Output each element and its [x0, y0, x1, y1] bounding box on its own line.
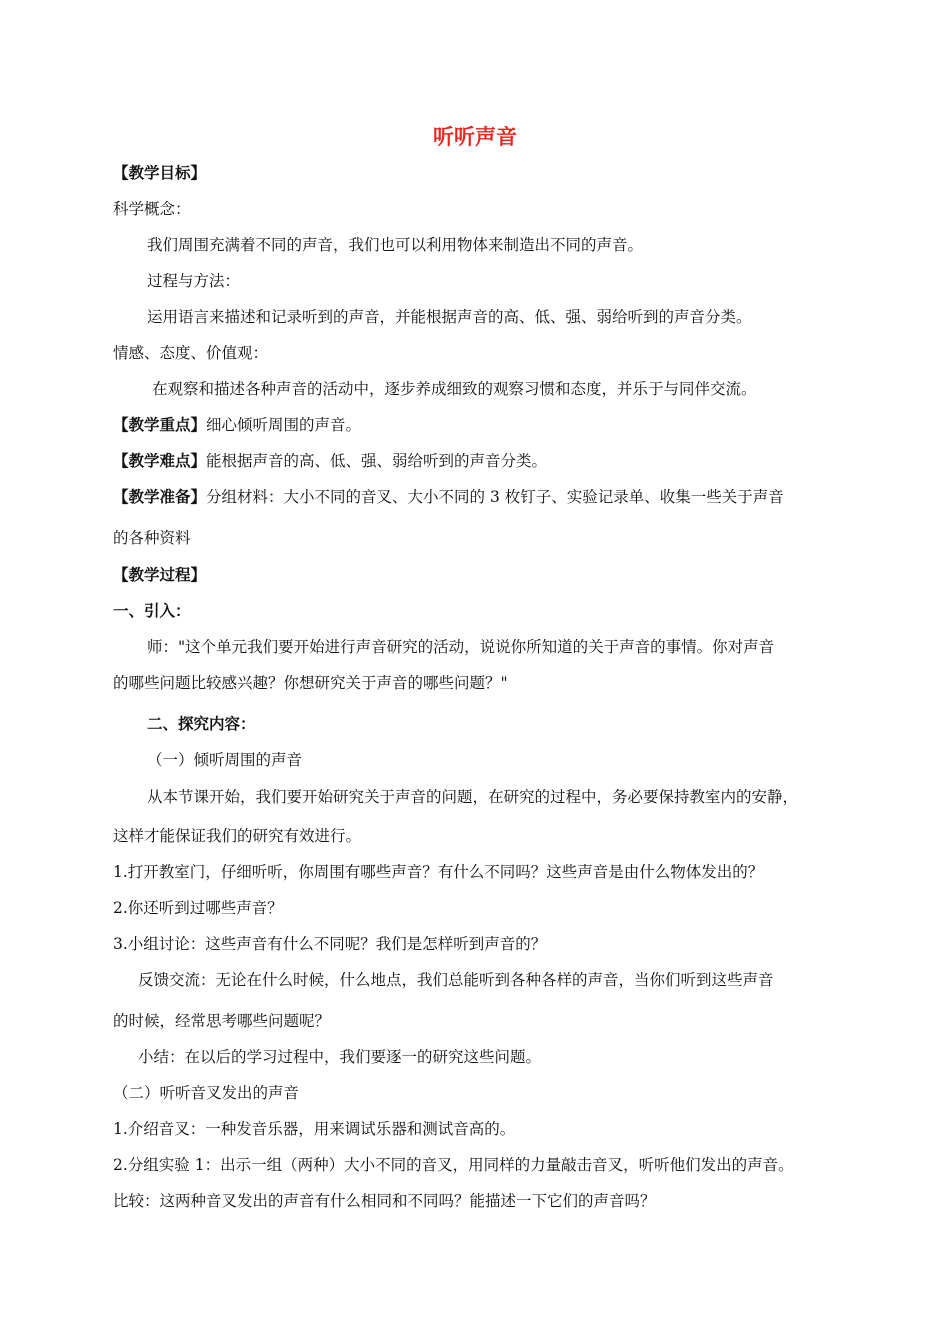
part2-compare: 比较：这两种音叉发出的声音有什么相同和不同吗？能描述一下它们的声音吗？ — [113, 1192, 656, 1210]
difficulty-label: 【教学难点】 — [113, 452, 207, 470]
concept-text: 我们周围充满着不同的声音，我们也可以利用物体来制造出不同的声音。 — [147, 236, 644, 254]
preparation-label: 【教学准备】 — [113, 488, 207, 506]
intro-heading: 一、引入： — [113, 602, 191, 620]
key-point-text: 细心倾听周围的声音。 — [206, 416, 362, 434]
attitude-text: 在观察和描述各种声音的活动中，逐步养成细致的观察习惯和态度，并乐于与同伴交流。 — [152, 380, 757, 398]
concept-label: 科学概念： — [113, 200, 191, 218]
document-title: 听听声音 — [433, 125, 517, 149]
feedback-text-continued: 的时候，经常思考哪些问题呢？ — [113, 1012, 331, 1030]
feedback-text: 反馈交流：无论在什么时候，什么地点，我们总能听到各种各样的声音，当你们听到这些声音 — [138, 971, 774, 989]
part1-intro: 从本节课开始，我们要开始研究关于声音的问题，在研究的过程中，务必要保持教室内的安静， — [147, 788, 799, 806]
objectives-heading: 【教学目标】 — [113, 164, 207, 182]
part1-intro-continued: 这样才能保证我们的研究有效进行。 — [113, 827, 362, 845]
part1-title: （一）倾听周围的声音 — [147, 751, 303, 769]
process-method-text: 运用语言来描述和记录听到的声音，并能根据声音的高、低、强、弱给听到的声音分类。 — [147, 308, 752, 326]
key-point-row — [113, 413, 361, 437]
preparation-row — [113, 485, 784, 509]
part2-item-2: 2.分组实验 1：出示一组（两种）大小不同的音叉，用同样的力量敲击音叉，听听他们发出的声音。 — [113, 1156, 794, 1174]
part2-item-1: 1.介绍音叉：一种发音乐器，用来调试乐器和测试音高的。 — [113, 1120, 516, 1138]
difficulty-text: 能根据声音的高、低、强、弱给听到的声音分类。 — [206, 452, 548, 470]
process-method-label: 过程与方法： — [147, 272, 241, 290]
preparation-text-continued: 的各种资料 — [113, 529, 191, 547]
intro-text-continued: 的哪些问题比较感兴趣？你想研究关于声音的哪些问题？" — [113, 674, 508, 692]
explore-heading: 二、探究内容： — [147, 715, 256, 733]
part1-item-2: 2.你还听到过哪些声音？ — [113, 899, 283, 917]
part1-item-1: 1.打开教室门，仔细听听，你周围有哪些声音？有什么不同吗？这些声音是由什么物体发出的？ — [113, 863, 764, 881]
intro-text: 师："这个单元我们要开始进行声音研究的活动，说说你所知道的关于声音的事情。你对声音 — [147, 638, 775, 656]
process-heading: 【教学过程】 — [113, 566, 207, 584]
preparation-text: 分组材料：大小不同的音叉、大小不同的 3 枚钉子、实验记录单、收集一些关于声音 — [206, 488, 784, 506]
part2-title: （二）听听音叉发出的声音 — [113, 1084, 300, 1102]
summary-text: 小结：在以后的学习过程中，我们要逐一的研究这些问题。 — [138, 1048, 542, 1066]
key-point-label: 【教学重点】 — [113, 416, 207, 434]
difficulty-row — [113, 449, 547, 473]
attitude-label: 情感、态度、价值观： — [113, 344, 269, 362]
part1-item-3: 3.小组讨论：这些声音有什么不同呢？我们是怎样听到声音的？ — [113, 935, 547, 953]
